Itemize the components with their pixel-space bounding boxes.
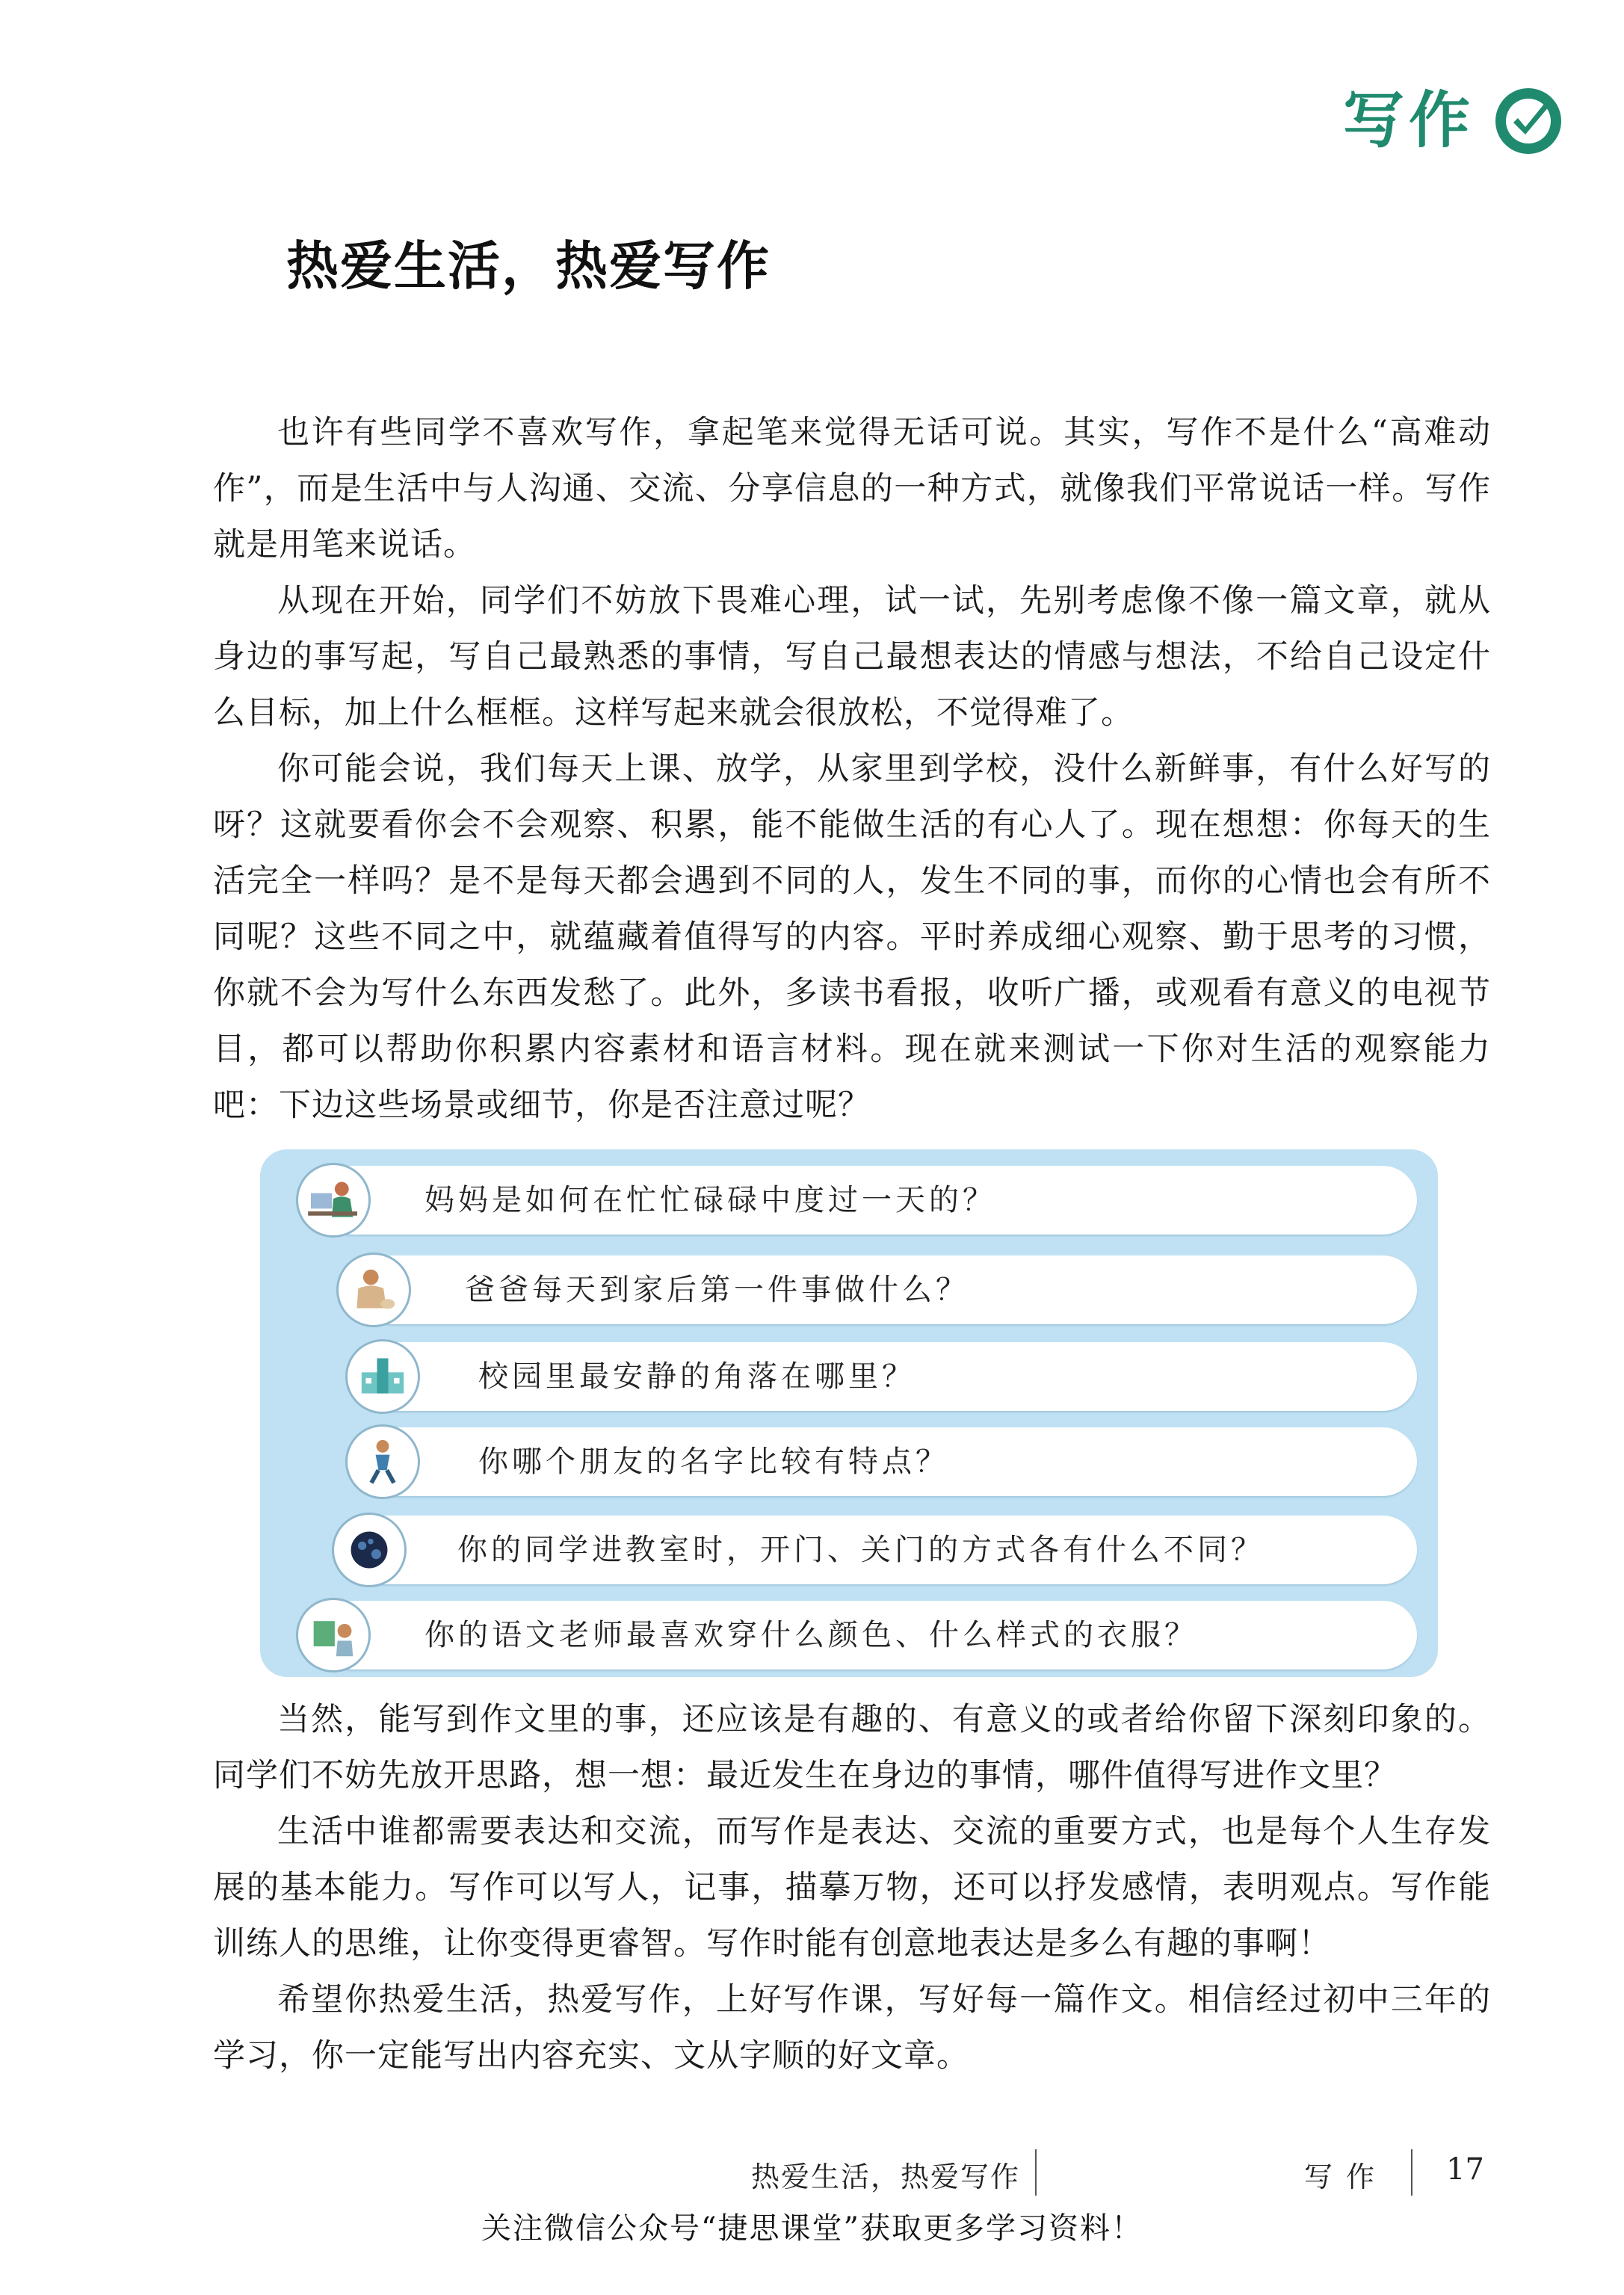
paragraph: 从现在开始，同学们不妨放下畏难心理，试一试，先别考虑像不像一篇文章，就从身边的事写起，写自己最熟悉的事情，写自己最想表达的情感与想法，不给自己设定什么目标，加上什么框框。这样写起来就会很放松，不觉得难了。 <box>213 582 1491 732</box>
section-label: 写作 <box>1342 85 1475 156</box>
paragraph: 生活中谁都需要表达和交流，而写作是表达、交流的重要方式，也是每个人生存发展的基本能力。写作可以写人，记事，描摹万物，还可以抒发感情，表明观点。写作能训练人的思维，让你变得更睿智。写作时能有创意地表达是多么有趣的事啊！ <box>213 1813 1491 1962</box>
classmate-door-icon <box>332 1513 407 1587</box>
question-row <box>365 1342 1417 1411</box>
mother-at-work-icon <box>296 1163 371 1238</box>
paragraph: 你可能会说，我们每天上课、放学，从家里到学校，没什么新鲜事，有什么好写的呀？这就要看你会不会观察、积累，能不能做生活的有心人了。现在想想：你每天的生活完全一样吗？是不是每天都会遇到不同的人，发生不同的事，而你的心情也会有所不同呢？这些不同之中，就蕴藏着值得写的内容。平时养成细心观察、勤于思考的习惯，你就不会为写什么东西发愁了。此外，多读书看报，收听广播，或观看有意义的电视节目，都可以帮助你积累内容素材和语言材料。现在就来测试一下你对生活的观察能力吧：下边这些场景或细节，你是否注意过呢？ <box>213 750 1491 1124</box>
page-title: 热爱生活，热爱写作 <box>286 235 771 297</box>
question-row <box>359 1255 1417 1324</box>
footer-lesson-title: 热爱生活，热爱写作 <box>751 2160 1021 2193</box>
friend-running-icon <box>345 1424 420 1499</box>
question-row <box>318 1166 1417 1235</box>
question-row <box>318 1601 1417 1669</box>
question-row <box>365 1427 1417 1496</box>
footer-notice: 关注微信公众号“捷思课堂”获取更多学习资料！ <box>481 2211 1143 2246</box>
school-building-icon <box>345 1339 420 1414</box>
footer-divider <box>1035 2149 1037 2196</box>
paragraph: 当然，能写到作文里的事，还应该是有趣的、有意义的或者给你留下深刻印象的。同学们不妨先放开思路，想一想：最近发生在身边的事情，哪件值得写进作文里？ <box>213 1701 1491 1794</box>
paragraph: 也许有些同学不喜欢写作，拿起笔来觉得无话可说。其实，写作不是什么“高难动作”，而是生活中与人沟通、交流、分享信息的一种方式，就像我们平常说话一样。写作就是用笔来说话。 <box>213 414 1491 563</box>
question-text: 你的语文老师最喜欢穿什么颜色、什么样式的衣服？ <box>424 1618 1198 1652</box>
father-at-home-icon <box>336 1252 411 1327</box>
question-text: 你哪个朋友的名字比较有特点？ <box>478 1445 949 1479</box>
teacher-clothes-icon <box>296 1598 371 1672</box>
page-number: 17 <box>1446 2152 1484 2187</box>
intro-text <box>213 405 1491 1134</box>
footer-divider <box>1411 2149 1412 2196</box>
writing-badge-icon <box>1491 84 1566 158</box>
question-text: 校园里最安静的角落在哪里？ <box>478 1359 916 1394</box>
question-text: 你的同学进教室时，开门、关门的方式各有什么不同？ <box>457 1533 1265 1567</box>
question-text: 爸爸每天到家后第一件事做什么？ <box>465 1273 969 1307</box>
question-row <box>351 1516 1417 1584</box>
footer-section: 写作 <box>1304 2160 1389 2193</box>
paragraph: 希望你热爱生活，热爱写作，上好写作课，写好每一篇作文。相信经过初中三年的学习，你一定能写出内容充实、文从字顺的好文章。 <box>213 1981 1491 2075</box>
question-text: 妈妈是如何在忙忙碌碌中度过一天的？ <box>424 1183 996 1217</box>
closing-text <box>213 1692 1491 2084</box>
observation-questions-panel <box>260 1149 1438 1677</box>
